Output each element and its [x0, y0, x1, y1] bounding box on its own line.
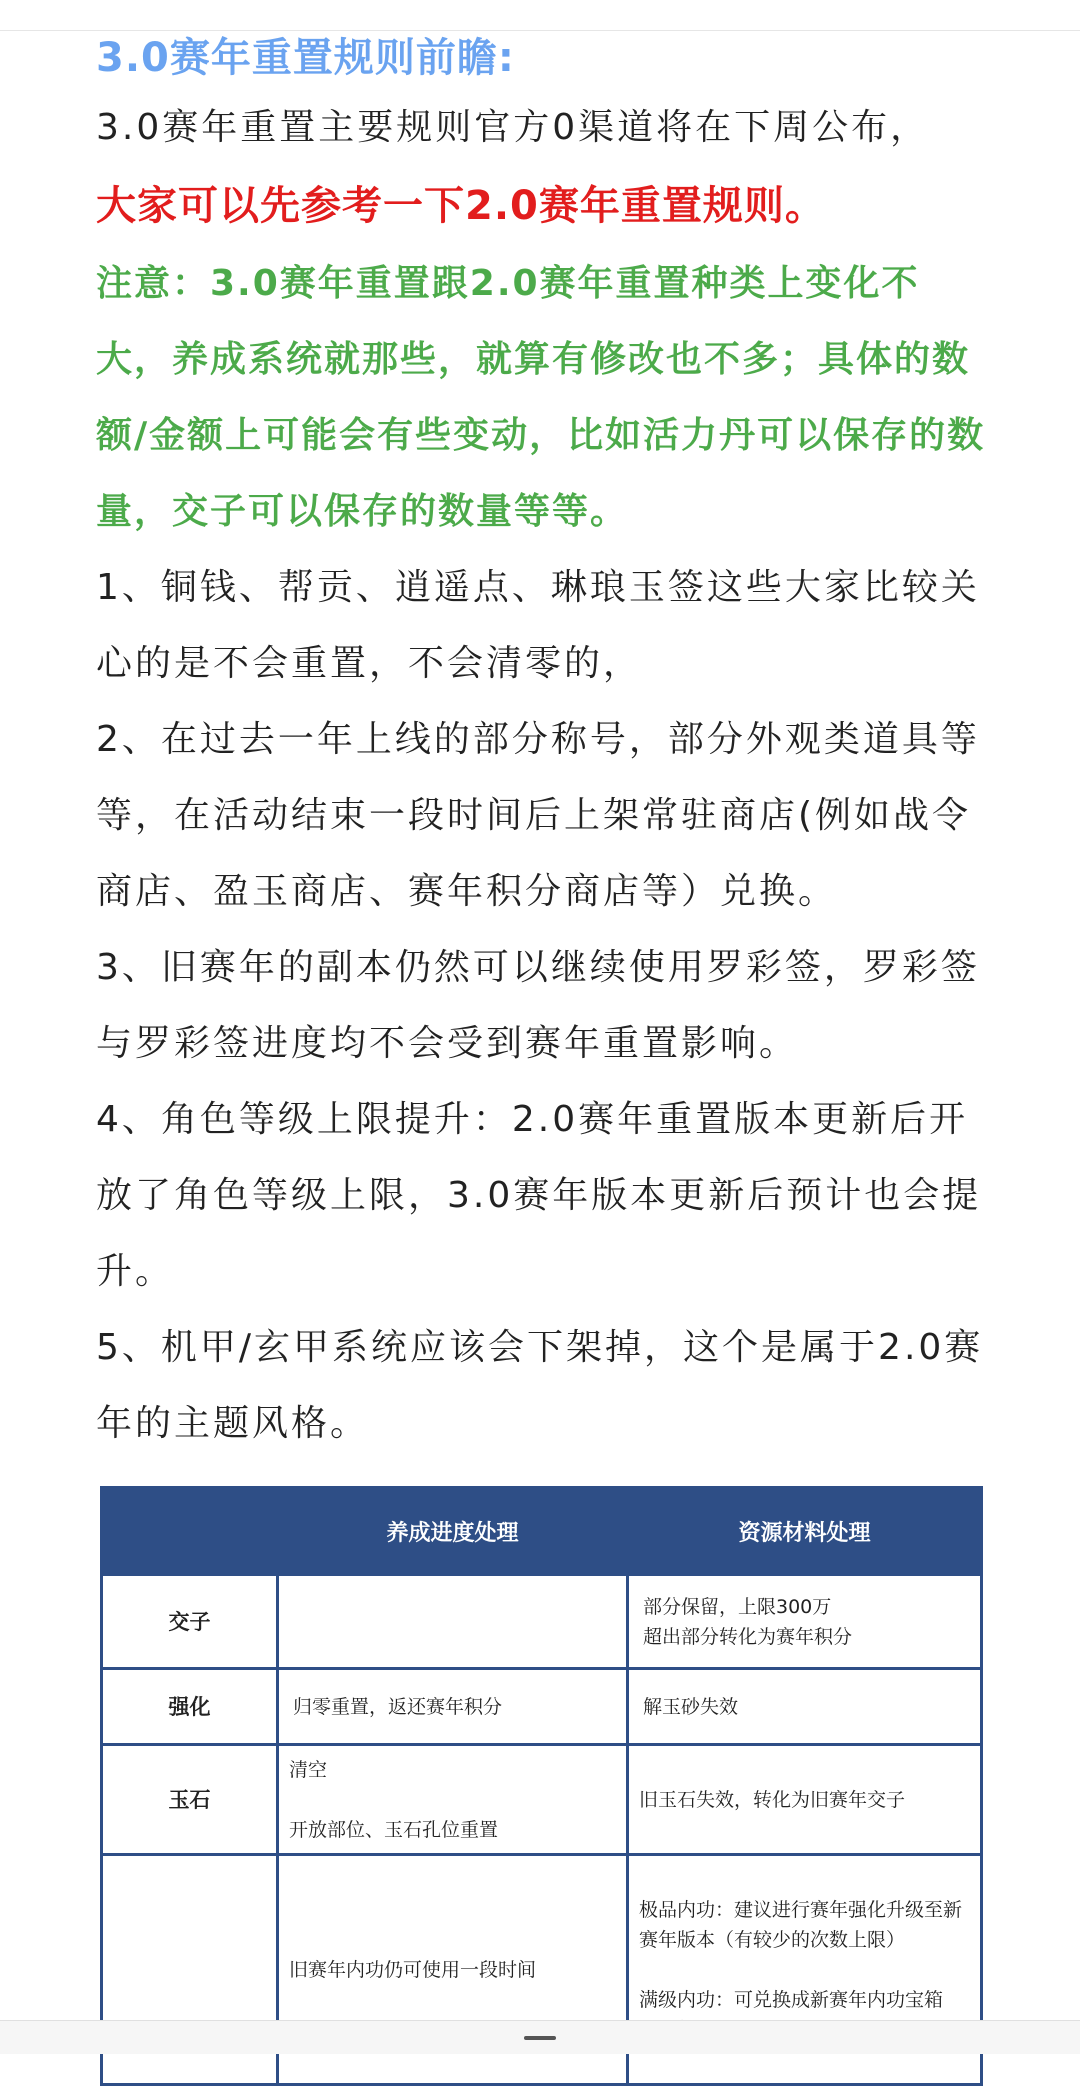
list-item-3: 3、旧赛年的副本仍然可以继续使用罗彩签，罗彩签与罗彩签进度均不会受到赛年重置影响。: [96, 947, 980, 1064]
list-item-4: 4、角色等级上限提升：2.0赛年重置版本更新后开放了角色等级上限，3.0赛年版本更新后预计也会提升。: [96, 1099, 982, 1292]
resource-lines: 极品内功：建议进行赛年强化升级至新赛年版本（有较少的次数上限） 满级内功：可兑换成新赛年内功宝箱: [639, 1898, 963, 2011]
table-row: [102, 1745, 982, 1855]
progress-cell: 归零重置，返还赛年积分: [278, 1669, 628, 1745]
reset-rules-table: [100, 1486, 983, 2086]
list-item-5: 5、机甲/玄甲系统应该会下架掉，这个是属于2.0赛年的主题风格。: [96, 1327, 984, 1444]
article-content: [96, 30, 986, 1462]
progress-lines: 清空 开放部位、玉石孔位重置: [289, 1758, 499, 1841]
reset-rules-table-image: [100, 1486, 980, 2020]
header-cell-resource: 资源材料处理: [628, 1488, 982, 1575]
resource-cell: [628, 1575, 982, 1669]
header-cell-progress: 养成进度处理: [278, 1488, 628, 1575]
progress-cell: 旧赛年内功仍可使用一段时间: [278, 1855, 628, 2085]
table-header-row: [102, 1488, 982, 1575]
row-label: 交子: [102, 1575, 278, 1669]
resource-cell: 旧玉石失效，转化为旧赛年交子: [628, 1745, 982, 1855]
table-row: [102, 1575, 982, 1669]
home-indicator: [524, 2036, 556, 2040]
intro-paragraph: 3.0赛年重置主要规则官方0渠道将在下周公布，: [96, 107, 930, 148]
table-row: [102, 1669, 982, 1745]
top-status-bar: [0, 0, 1080, 31]
header-cell-empty: [102, 1488, 278, 1575]
resource-cell: 解玉砂失效: [628, 1669, 982, 1745]
list-item-2: 2、在过去一年上线的部分称号，部分外观类道具等等，在活动结束一段时间后上架常驻商店(例如战令商店、盈玉商店、赛年积分商店等）兑换。: [96, 719, 980, 912]
green-notice-paragraph: 注意：3.0赛年重置跟2.0赛年重置种类上变化不大，养成系统就那些，就算有修改也不多；具体的数额/金额上可能会有些变动，比如活力丹可以保存的数量，交子可以保存的数量等等。: [96, 263, 986, 532]
row-label: 强化: [102, 1669, 278, 1745]
progress-cell: [278, 1575, 628, 1669]
list-item-1: 1、铜钱、帮贡、逍遥点、琳琅玉签这些大家比较关心的是不会重置，不会清零的，: [96, 567, 980, 684]
red-highlight-note: 大家可以先参考一下2.0赛年重置规则。: [96, 183, 826, 229]
article-heading: 3.0赛年重置规则前瞻:: [96, 35, 515, 81]
resource-line: 部分保留，上限300万 超出部分转化为赛年积分: [643, 1595, 853, 1648]
progress-cell: [278, 1745, 628, 1855]
row-label: 玉石: [102, 1745, 278, 1855]
